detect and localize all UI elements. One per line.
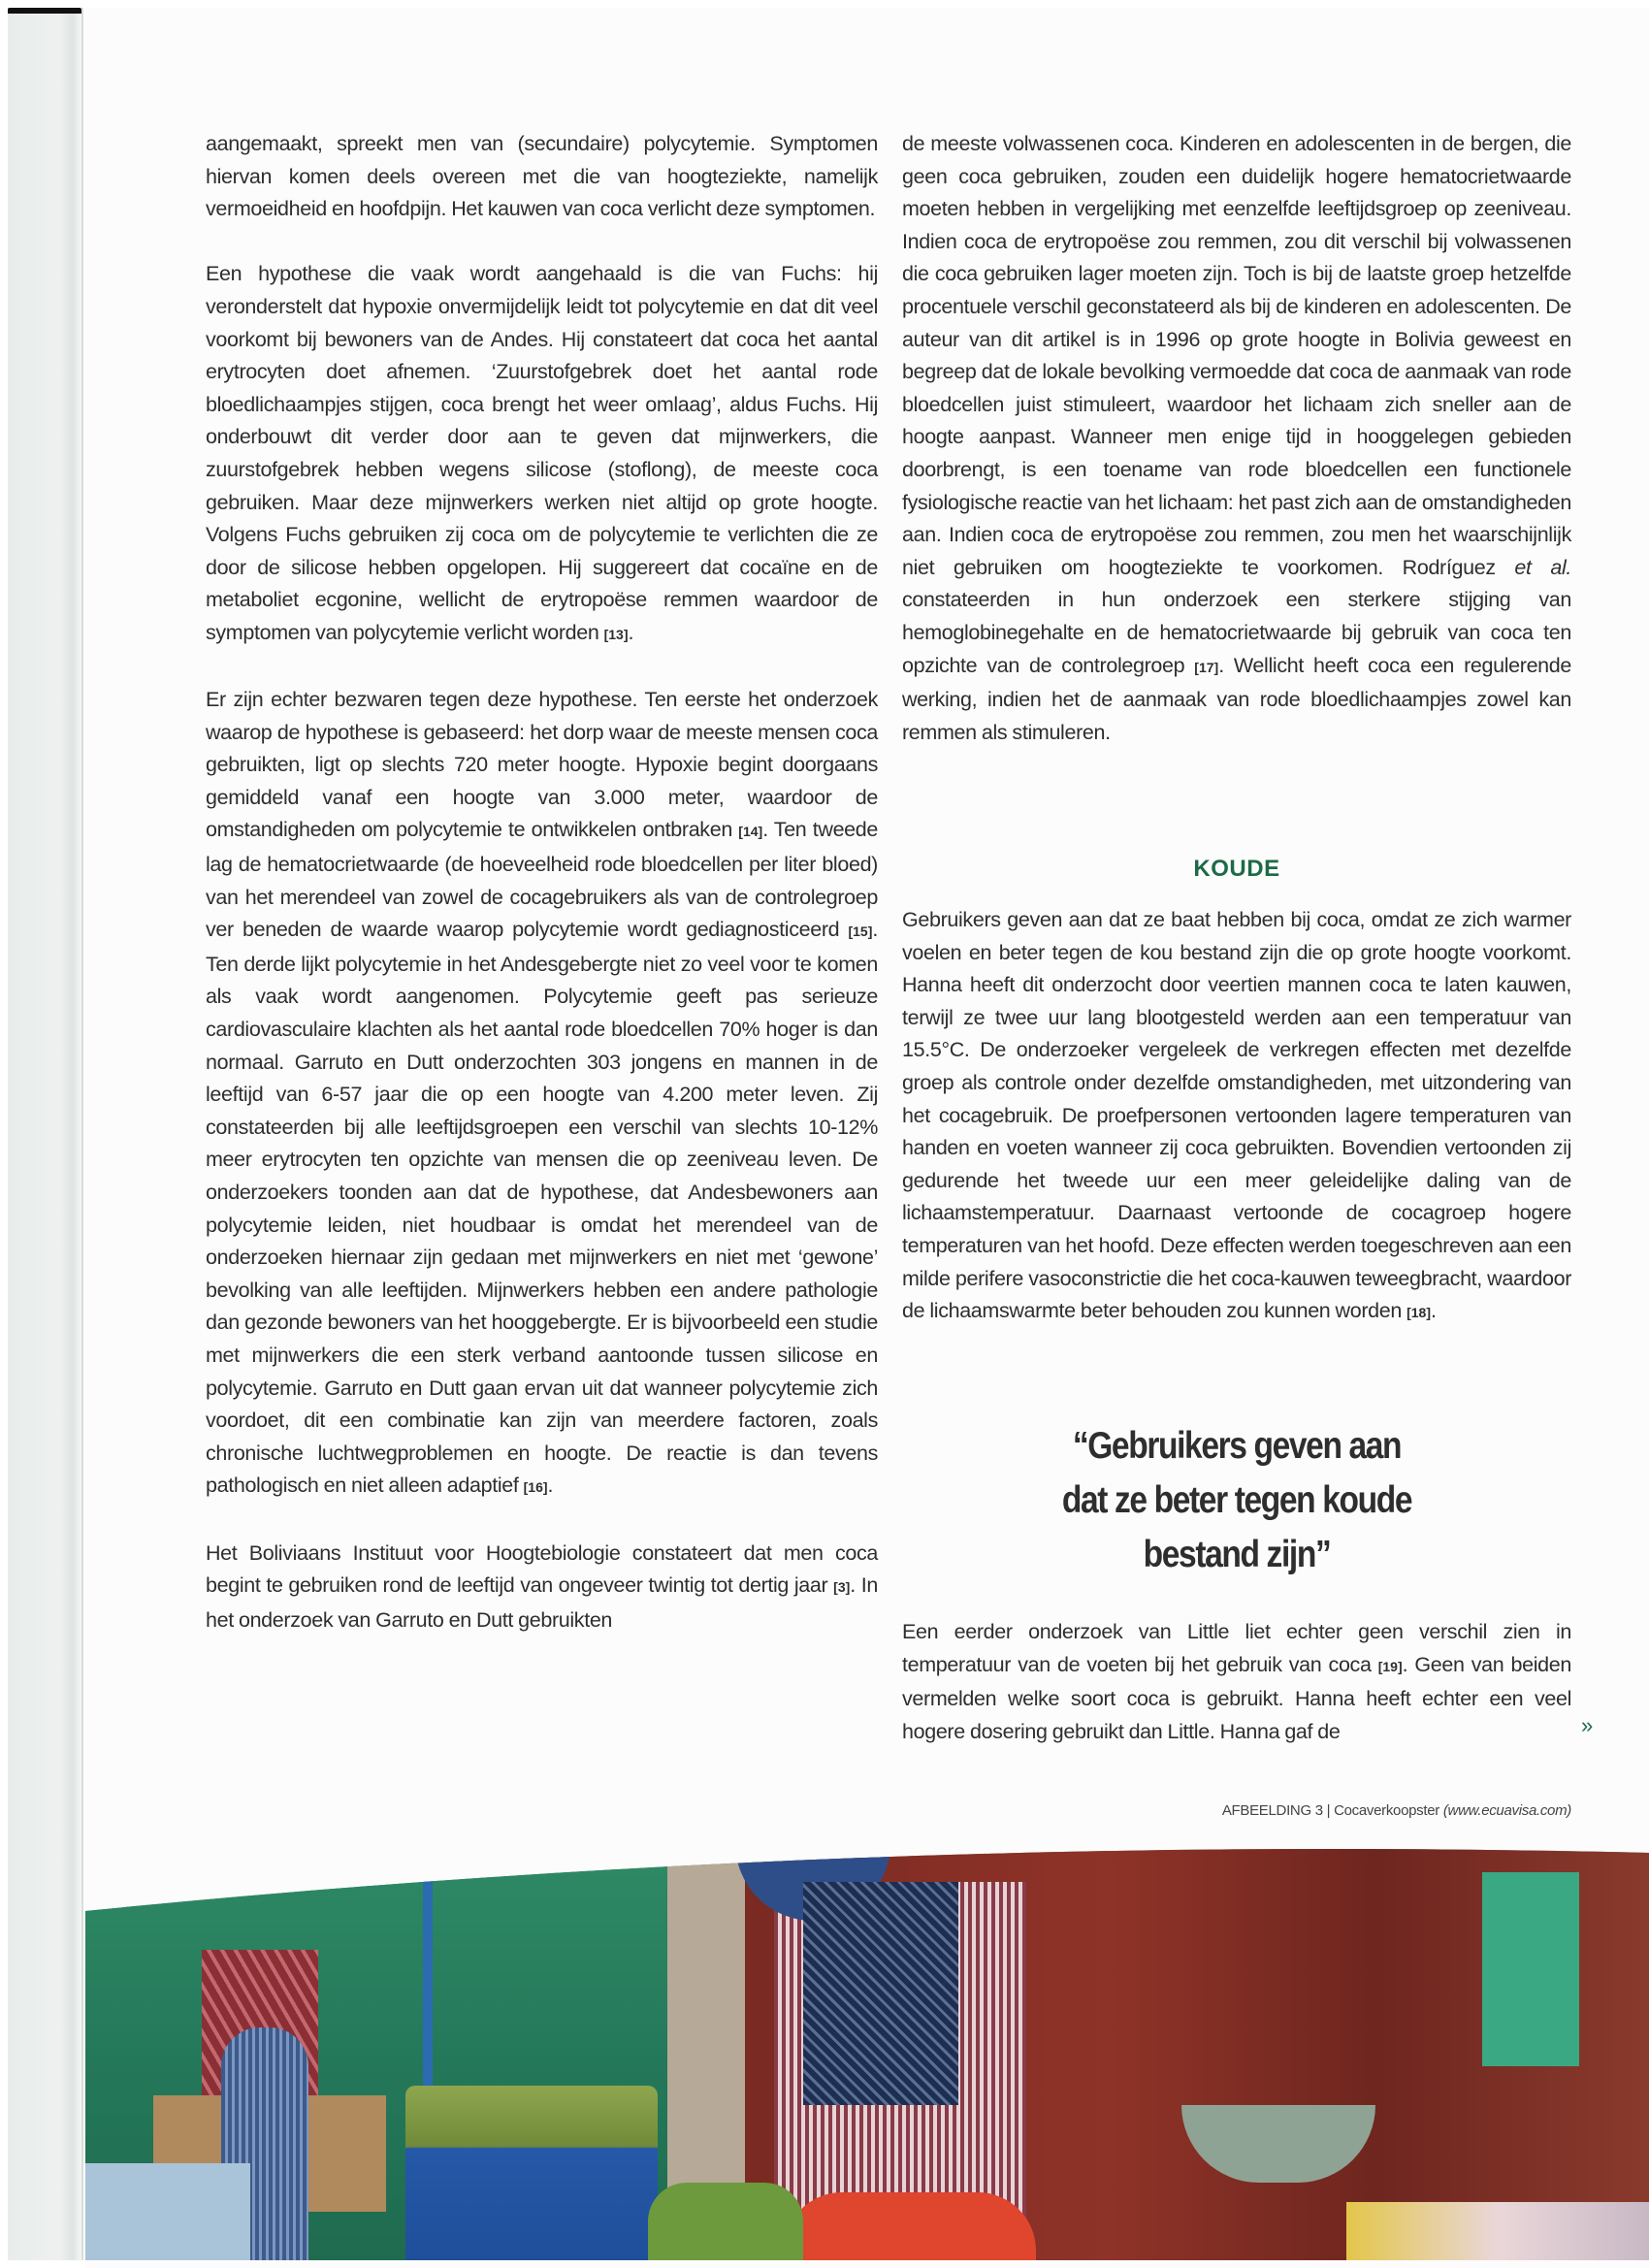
paragraph: Een hypothese die vaak wordt aangehaald is die van Fuchs: hij veronderstelt dat hypoxie onvermijdelijk leidt tot polycytemie en dat dit veel voorkomt bij bewoners van de Andes. Hij constateert dat coca het aantal erytrocyten doet afnemen. ‘Zuurstofgebrek doet het aantal rode bloedlichaampjes stijgen, coca brengt het weer omlaag’, aldus Fuchs. Hij onderbouwt dit verder door aan te geven dat mijnwerkers, die zuurstofgebrek hebben wegens silicose (stoflong), de meeste coca gebruiken. Maar deze mijnwerkers werken niet altijd op grote hoogte. Volgens Fuchs gebruiken zij coca om de polycytemie te verlichten die ze door de silicose hebben opgelopen. Hij suggereert dat cocaïne en de metaboliet ecgonine, wellicht de erytropoëse remmen waardoor de symptomen van polycytemie verlicht worden [13]. — [206, 262, 878, 644]
reference-marker: [3] — [833, 1579, 851, 1596]
pull-quote-line: bestand zijn” — [1143, 1534, 1331, 1575]
photo-shawl — [803, 1882, 958, 2105]
continue-arrow-icon: » — [1581, 1713, 1594, 1737]
section-heading-koude: KOUDE — [1193, 856, 1280, 882]
reference-marker: [13] — [603, 626, 629, 642]
right-column-koude-section — [902, 904, 1571, 1330]
photo-blue-bag-leaves — [405, 2086, 658, 2260]
reference-marker: [19] — [1377, 1658, 1403, 1674]
photo-white-sack — [85, 2163, 250, 2260]
paragraph: Gebruikers geven aan dat ze baat hebben bij coca, omdat ze zich warmer voelen en beter tegen de kou bestand zijn die op grote hoogte voorkomt. Hanna heeft dit onderzocht door veertien mannen coca te laten kauwen, terwijl ze twee uur lang blootgesteld werden aan een temperatuur van 15.5°C. De onderzoeker vergeleek de verkregen effecten met dezelfde groep als controle onder dezelfde omstandigheden, met uitzondering van het cocagebruik. De proefpersonen vertoonden lagere temperaturen van handen en voeten wanneer zij coca gebruikten. Bovendien vertoonden zij gedurende het tweede uur een meer geleidelijke daling van de lichaamstemperatuur. Daarnaast vertoonde de cocagroep hogere temperaturen van het hoofd. Deze effecten werden toegeschreven aan een milde perifere vasoconstrictie die het coca-kauwen teweegbracht, waardoor de lichaamswarmte beter behouden zou kunnen worden [18]. — [902, 908, 1571, 1323]
pull-quote-line: “Gebruikers geven aan — [1072, 1425, 1402, 1467]
scan-binding-top-bar — [8, 8, 81, 14]
paragraph: Het Boliviaans Instituut voor Hoogtebiologie constateert dat men coca begint te gebruiken rond de leeftijd van ongeveer twintig tot dertig jaar [3]. In het onderzoek van Garruto en Dutt gebruikten — [206, 1540, 878, 1632]
pull-quote — [990, 1419, 1482, 1582]
photo-red-bag — [784, 2192, 1036, 2260]
reference-marker: [16] — [523, 1479, 548, 1496]
italic-et-al: et al. — [1514, 555, 1572, 579]
caption-title: Cocaverkoopster — [1334, 1802, 1443, 1819]
paragraph: Er zijn echter bezwaren tegen deze hypothese. Ten eerste het onderzoek waarop de hypothese is gebaseerd: het dorp waar de meeste mensen coca gebruikten, ligt op slechts 720 meter hoogte. Hypoxie begint doorgaans gemiddeld vanaf een hoogte van 3.000 meter, waardoor de omstandigheden om polycytemie te ontwikkelen ontbraken [14]. Ten tweede lag de hematocrietwaarde (de hoeveelheid rode bloedcellen per liter bloed) van het merendeel van zowel de cocagebruikers als van de controlegroep ver beneden de waarde waarop polycytemie wordt gediagnosticeerd [15]. Ten derde lijkt polycytemie in het Andesgebergte niet zo veel voor te komen als vaak wordt aangenomen. Polycytemie geeft pas serieuze cardiovasculaire klachten als het aantal rode bloedcellen 70% hoger is dan normaal. Garruto en Dutt onderzochten 303 jongens en mannen in de leeftijd van 6-57 jaar die op een hoogte van 4.200 meter leven. Zij constateerden bij alle leeftijdsgroepen een verschil van slechts 10-12% meer erytrocyten ten opzichte van mensen die op zeeniveau leven. De onderzoekers toonden aan dat de hypothese, dat Andesbewoners aan polycytemie leiden, niet houdbaar is omdat het merendeel van de onderzoeken hiernaar zijn gedaan met mijnwerkers en niet met ‘gewone’ bevolking van alle leeftijden. Mijnwerkers hebben een andere pathologie dan gezonde bewoners van het hooggebergte. Er is bijvoorbeeld een studie met mijnwerkers die een sterk verband aantoonde tussen silicose en polycytemie. Garruto en Dutt gaan ervan uit dat wanneer polycytemie zich voordoet, dit een combinatie kan zijn van meerdere factoren, zoals chronische luchtwegproblemen en hoogte. De reactie is dan tevens pathologisch en niet alleen adaptief [16]. — [206, 688, 879, 1498]
reference-marker: [18] — [1406, 1305, 1431, 1321]
figure-caption: AFBEELDING 3 | Cocaverkoopster (www.ecuavisa.com) — [1221, 1802, 1571, 1819]
caption-label: AFBEELDING 3 — [1221, 1802, 1323, 1819]
left-column — [206, 128, 878, 1669]
right-column-bottom — [902, 1616, 1571, 1748]
photo-patterned-sack — [1346, 2202, 1649, 2260]
paragraph: de meeste volwassenen coca. Kinderen en adolescenten in de bergen, die geen coca gebruiken, zouden een duidelijk hogere hematocrietwaarde moeten hebben in vergelijking met eenzelfde leeftijdsgroep op zeeniveau. Indien coca de erytropoëse zou remmen, zou dit verschil bij volwassenen die coca gebruiken lager moeten zijn. Toch is bij de laatste groep hetzelfde procentuele verschil geconstateerd als bij de kinderen en adolescenten. De auteur van dit artikel is in 1996 op grote hoogte in Bolivia geweest en begreep dat de lokale bevolking vermoedde dat coca de aanmaak van rode bloedcellen juist stimuleert, waardoor het lichaam zich sneller aan de hoogte aanpast. Wanneer men enige tijd in hooggelegen gebieden doorbrengt, is een toename van rode bloedcellen een functionele fysiologische reactie van het lichaam: het past zich aan de omstandigheden aan. Indien coca de erytropoëse zou remmen, zou men het waarschijnlijk niet gebruiken om hoogteziekte te voorkomen. Rodríguez et al. constateerden in hun onderzoek een sterkere stijging van hemoglobinegehalte en de hematocrietwaarde bij gebruik van coca ten opzichte van de controlegroep [17]. Wellicht heeft coca een regulerende werking, indien het de aanmaak van rode bloedlichaampjes zowel kan remmen als stimuleren. — [902, 132, 1572, 744]
reference-marker: [14] — [738, 824, 763, 840]
coca-seller-photo — [85, 1843, 1649, 2260]
paragraph: Een eerder onderzoek van Little liet echter geen verschil zien in temperatuur van de voeten bij het gebruik van coca [19]. Geen van beiden vermelden welke soort coca is gebruikt. Hanna heeft echter een veel hogere dosering gebruikt dan Little. Hanna gaf de — [902, 1620, 1571, 1743]
reference-marker: [17] — [1194, 659, 1219, 675]
scan-binding-edge — [8, 8, 83, 2260]
photo-green-leaves — [648, 2183, 803, 2260]
pull-quote-line: dat ze beter tegen koude — [1061, 1479, 1412, 1521]
right-column-top — [902, 128, 1571, 782]
paragraph: aangemaakt, spreekt men van (secundaire) polycytemie. Symptomen hiervan komen deels overeen met die van hoogteziekte, namelijk vermoeidheid en hoofdpijn. Het kauwen van coca verlicht deze symptomen. — [206, 132, 878, 221]
caption-source: (www.ecuavisa.com) — [1442, 1802, 1571, 1819]
reference-marker: [15] — [848, 923, 873, 940]
photo-teal-cloth — [1482, 1872, 1579, 2066]
